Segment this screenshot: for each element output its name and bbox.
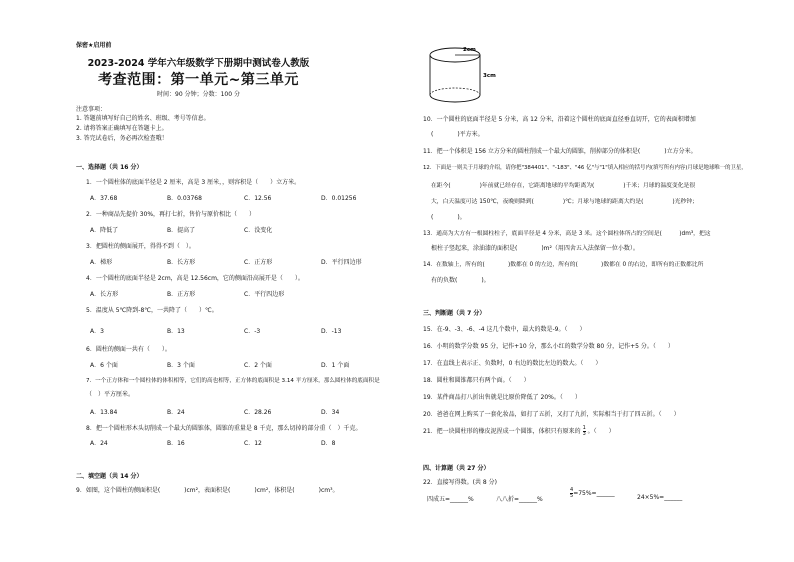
question-14-cont: 有的负数( )。 xyxy=(431,277,490,284)
question-7: 7．一个正方体和一个圆柱体的体积相等，它们的高也相等，正方体的底面积是 3.14 平方厘米，那么圆柱体的底面积是 xyxy=(86,378,380,384)
option-b[interactable]: B．16 xyxy=(167,440,185,447)
option-b[interactable]: B．24 xyxy=(167,409,185,416)
exam-title: 2023-2024 学年六年级数学下册期中测试卷人教版 xyxy=(87,58,310,69)
question-2: 2．一种商品先提价 30%，再打七折，售价与原价相比（ ） xyxy=(86,211,256,218)
question-15: 15．在-9、-3、-6、-4 这几个数中，最大的数是-9。（ ） xyxy=(423,326,586,333)
question-9: 9．如图，这个圆柱的侧面积是( )cm²，表面积是( )cm²，体积是( )cm³。 xyxy=(76,487,339,494)
option-c[interactable]: C．正方形 xyxy=(244,259,273,266)
option-c[interactable]: C．12.56 xyxy=(244,195,272,202)
question-1-options xyxy=(90,193,410,202)
calc-4: 24×5%=______ xyxy=(637,494,683,501)
question-6-options xyxy=(90,360,410,369)
height-label: 3cm xyxy=(483,73,496,79)
calc-3 xyxy=(570,488,615,499)
fraction-numerator: 4 xyxy=(570,487,574,493)
question-18: 18．圆柱和圆锥都只有两个面。（ ） xyxy=(423,377,530,384)
option-d[interactable]: D．8 xyxy=(321,440,336,447)
option-b[interactable]: B．0.03768 xyxy=(167,195,202,202)
calc-3-tail: =75%=______ xyxy=(573,490,615,497)
option-d[interactable]: D．34 xyxy=(321,409,340,416)
option-b[interactable]: B．正方形 xyxy=(167,291,196,298)
option-d[interactable]: D．-13 xyxy=(321,328,342,335)
question-13: 13．通高为大方有一根圆柱柱子，底面半径是 4 分米，高是 3 米。这个圆柱体所占的空间是( )dm³，把这 xyxy=(423,231,711,237)
question-12: 12．下面是一则关于月球的介绍，请你把"384401"、"-183"、"46 亿"与"1"填入相应的括号内(填写所有内容)月球是地球唯一的卫星， xyxy=(423,165,747,171)
option-a[interactable]: A．6 个面 xyxy=(90,362,118,369)
calc-1: 四成五=______% xyxy=(427,496,474,503)
question-14: 14．在数轴上，所有的( )数都在 0 的左边，所有的( )数都在 0 的右边，即所有的正数都比所 xyxy=(423,262,704,268)
fraction-numerator: 1 xyxy=(582,425,586,431)
cylinder-figure xyxy=(425,43,505,109)
question-12-line2: 在距今( )年前就已经存在，它距离地球的平均距离为( )千米；月球的温度变化是很 xyxy=(431,183,696,189)
option-c[interactable]: C．2 个面 xyxy=(244,362,272,369)
question-4: 4．一个圆柱的底面半径是 2cm，高是 12.56cm，它的侧面沿高展开是（ ）。 xyxy=(86,275,304,282)
question-20: 20．爸爸在网上购买了一套化妆品，如打了五折，又打了九折，实际相当于打了四五折。（ ） xyxy=(423,411,680,418)
option-b[interactable]: B．长方形 xyxy=(167,259,196,266)
top-radius-label: 2cm xyxy=(463,47,476,53)
question-6: 6．圆柱的侧面一共有（ ）。 xyxy=(86,346,171,353)
note-item: 3. 答完试卷后，务必再次检查哦！ xyxy=(76,135,168,142)
fraction-denominator: 5 xyxy=(570,493,574,499)
option-c[interactable]: C．-3 xyxy=(244,328,261,335)
option-a[interactable]: A．梯形 xyxy=(90,259,113,266)
question-11: 11．把一个体积是 156 立方分米的圆柱削成一个最大的圆锥，削掉部分的体积是( )立方分米。 xyxy=(423,148,697,155)
notes-title: 注意事项： xyxy=(76,106,107,113)
question-7-options xyxy=(90,407,410,416)
option-c[interactable]: C．28.26 xyxy=(244,409,272,416)
calc-2: 八八折=______% xyxy=(496,496,543,503)
question-7-cont: （ ）平方厘米。 xyxy=(86,391,135,398)
question-21 xyxy=(423,426,615,437)
option-c[interactable]: C．12 xyxy=(244,440,262,447)
note-item: 2. 请将答案正确填写在答题卡上。 xyxy=(76,125,168,132)
question-5-options xyxy=(90,326,410,335)
question-3: 3．把圆柱的侧面展开，得得不到（ ）。 xyxy=(86,243,195,250)
question-13-cont: 根柱子竖起来，涂油漆的面积是( )m²（用四舍五入法保留一位小数）。 xyxy=(431,245,639,252)
question-21-tail: 。（ ） xyxy=(587,428,615,435)
option-b[interactable]: B．13 xyxy=(167,328,185,335)
question-10-cont: ( )平方米。 xyxy=(431,131,484,138)
question-2-options xyxy=(90,225,410,234)
section-calc-title: 四、计算题（共 27 分） xyxy=(423,465,490,472)
question-8: 8．把一个圆柱形木头切削成一个最大的圆锥体，圆锥的重量是 8 千克，那么切掉的部分重（ ）千克。 xyxy=(86,425,362,432)
exam-scope: 考查范围：第一单元~第三单元 xyxy=(98,72,299,88)
option-a[interactable]: A．37.68 xyxy=(90,195,118,202)
option-a[interactable]: A．降低了 xyxy=(90,227,119,234)
option-d[interactable]: D．平行四边形 xyxy=(321,259,362,266)
time-score: 时间：90 分钟；分数：100 分 xyxy=(157,91,240,98)
question-12-line4: ( )。 xyxy=(431,214,466,221)
section-choice-title: 一、选择题（共 16 分） xyxy=(76,164,143,171)
section-judge-title: 三、判断题（共 7 分） xyxy=(423,310,486,317)
secret-label: 保密★启用前 xyxy=(76,42,112,49)
question-10: 10．一个圆柱的底面半径是 5 分米，高 12 分米，沿着这个圆柱的底面直径垂直切开，它的表面积增加 xyxy=(423,116,696,123)
option-d[interactable]: D．1 个面 xyxy=(321,362,350,369)
section-fill-title: 二、填空题（共 14 分） xyxy=(76,473,143,480)
question-5: 5．温度从 5℃降到-8℃，一共降了（ ）℃。 xyxy=(86,307,218,314)
question-4-options xyxy=(90,289,410,298)
note-item: 1. 答题前填写好自己的姓名、班级、考号等信息。 xyxy=(76,115,210,122)
option-a[interactable]: A．3 xyxy=(90,328,104,335)
question-8-options xyxy=(90,438,410,447)
option-b[interactable]: B．提高了 xyxy=(167,227,196,234)
option-a[interactable]: A．24 xyxy=(90,440,108,447)
option-d[interactable]: D．0.01256 xyxy=(321,195,357,202)
question-19: 19．某件商品打八折出售就是比原价降低了 20%。（ ） xyxy=(423,394,581,401)
option-c[interactable]: C．没变化 xyxy=(244,227,273,234)
question-21-text: 21．把一块圆柱形的橡皮泥捏成一个圆锥，体积只有原来的 xyxy=(423,428,581,435)
question-1: 1．一个圆柱体的底面半径是 2 厘米，高是 3 厘米，，则容积是（ ）立方米。 xyxy=(86,179,301,186)
option-c[interactable]: C．平行四边形 xyxy=(244,291,285,298)
question-22: 22．直接写得数。(共 8 分) xyxy=(423,479,497,486)
question-17: 17．在直线上表示正、负数时，0 右边的数比左边的数大。（ ） xyxy=(423,360,602,367)
question-3-options xyxy=(90,257,410,266)
option-b[interactable]: B．3 个面 xyxy=(167,362,195,369)
question-16: 16．小明的数学分数 95 分，记作+10 分，那么小红的数学分数 80 分，记作+5 分。（ ） xyxy=(423,343,674,350)
fraction-one-third xyxy=(583,426,586,437)
option-a[interactable]: A．长方形 xyxy=(90,291,119,298)
fraction-denominator: 3 xyxy=(582,431,586,437)
option-a[interactable]: A．13.84 xyxy=(90,409,118,416)
question-12-line3: 大，白天温度可达 150℃，夜晚则降到( )℃；月球与地球的距离大约是( )光秒钟； xyxy=(431,199,698,205)
